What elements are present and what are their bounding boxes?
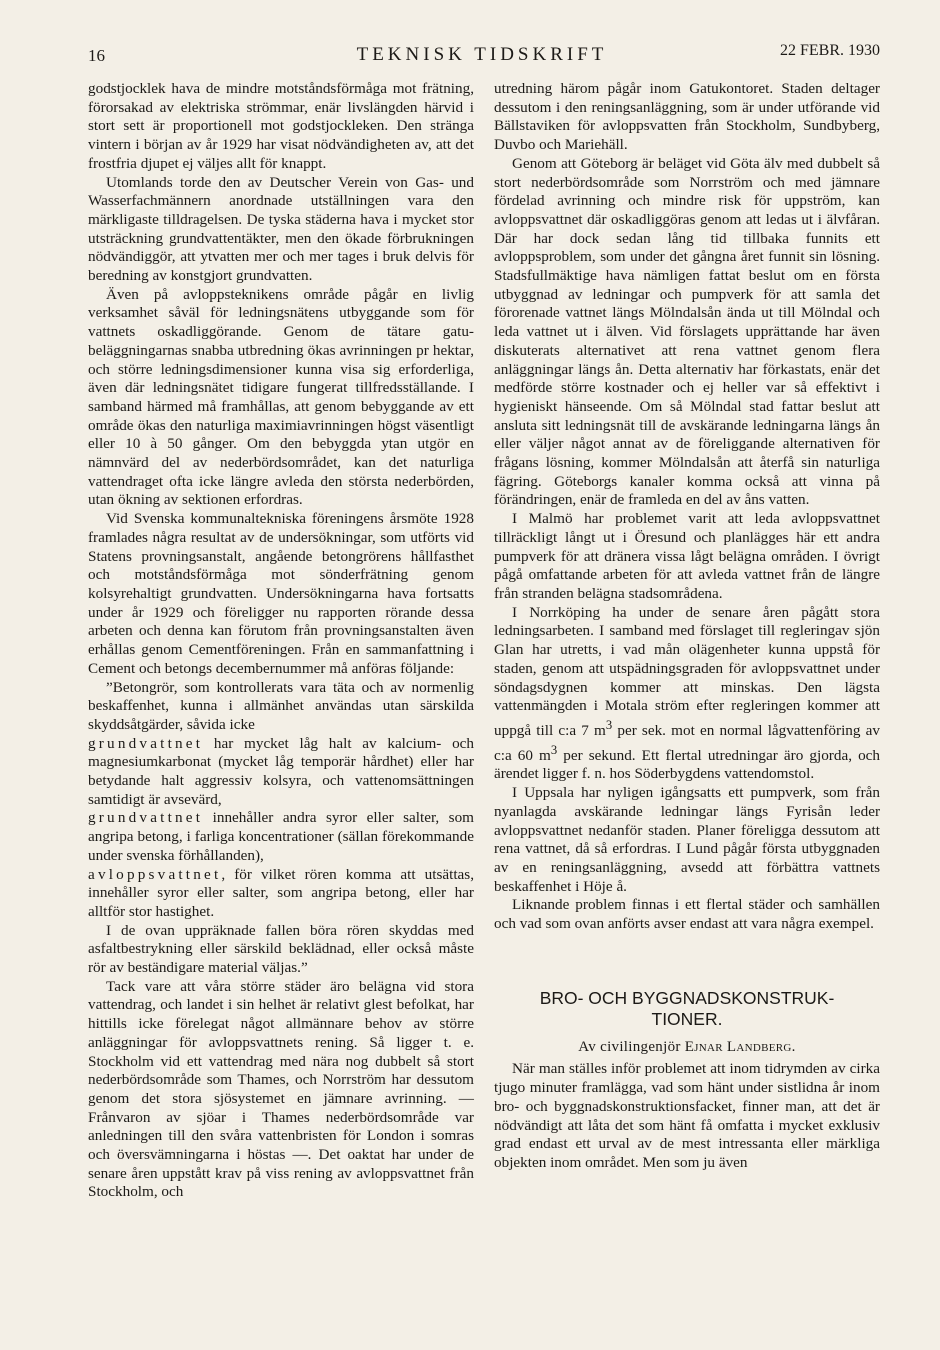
author-byline — [494, 1038, 880, 1057]
quote-paragraph — [88, 809, 474, 865]
paragraph: utredning härom pågår inom Gatukontoret. Staden deltager dessutom i den reningsanläggning, som är under utförande vid Bällstaviken för avloppsvatten från Stockholm, Sundbyberg, Duvbo och Mariehäll. — [494, 80, 880, 154]
paragraph: godstjocklek hava de mindre motståndsförmåga mot frätning, förorsakad av elektriska strömmar, enär livslängden härvid i stort sett är proportionell mot godstjockleken. Den stränga vintern i början av år 1929 har visat nödvändigheten av, att det frostfria djupet ej väljes allt för knappt. — [88, 80, 474, 172]
paragraph: I Malmö har problemet varit att leda avloppsvattnet tillräckligt långt ut i Öresund och planlägges här ett andra pumpverk för att dränera vissa lågt belägna områden. I övrigt pågå omfattande arbeten för att avleda vattnet från de längre från stranden belägna stadsområdena. — [494, 510, 880, 602]
issue-date: 22 FEBR. 1930 — [779, 42, 880, 59]
paragraph: När man ställes inför problemet att inom tidrymden av cirka tjugo minuter framlägga, vad som hänt under sistlidna år inom bro- och byggnadskonstruktionsfacket, finner man, att det är nödvändigt att låta det som hänt få omfatta i mycket exklusiv grad endast ett urval av de mest intressanta eller märkliga objekten inom området. Men som ju även — [494, 1060, 880, 1171]
right-column — [494, 80, 880, 1173]
superscript: 3 — [605, 717, 613, 732]
quote-paragraph: I de ovan uppräknade fallen böra rören skyddas med asfaltbestrykning eller särskild beklädnad, eller också måste rör av beständigare material väljas.” — [88, 921, 474, 977]
section-heading-line: BRO- OCH BYGGNADSKONSTRUK- — [539, 987, 835, 1008]
paragraph-text: per sekund. Ett flertal utredningar äro gjorda, och ärendet ligger f. n. hos Söderbygdens vattendomstol. — [494, 746, 880, 783]
paragraph: Liknande problem finnas i ett flertal städer och samhällen och vad som ovan anförts avser endast att vara några exempel. — [494, 896, 880, 933]
paragraph — [494, 604, 880, 784]
paragraph: Genom att Göteborg är beläget vid Göta älv med dubbelt så stort nederbördsområde som Norrström och med jämnare fördelad avrinning och mindre risk för uppström, kan avloppsvattnet där oskadliggöras genom att ledas ut i älvfåran. Där har dock sedan lång tid tillbaka funnits ett avloppsproblem, som under det gångna året funnit sin lösning. Stadsfullmäktige hava nämligen fattat beslut om en första utbyggnad av ledningar och pumpverk för att samla det förorenade vattnet längs Mölndalsån ända ut till Mölndal och leda vattnet ut i älven. Vid förslagets upprättande har även diskuterats alternativet att rena vattnet genom flera anläggningar längs ån. Detta alternativ har förkastats, enär det medförde större kostnader och ej heller var så effektivt i hygieniskt hänseende. Om så Mölndal stad fattar beslut att ansluta sitt ledningsnät till de avskärande ledningarna längs ån eller väljer något annat av de föreliggande alternativen för frågans lösning, kommer Mölndalsån att återfå sin naturliga fägring. Göteborgs kanaler komma också att vinna på förändringen, enär de framleda en del av åns vatten. — [494, 154, 880, 509]
page-header — [84, 40, 880, 70]
quote-paragraph — [88, 866, 474, 922]
quote-text: innehåller andra syror eller salter, som angripa betong, i farliga koncentrationer (sällan förekommande under svenska förhållanden), — [88, 809, 474, 864]
quote-text: , för vilket rören komma att utsättas, innehåller syror eller salter, som angripa betong, eller har alltför stor hastighet. — [88, 865, 474, 920]
spaced-term: avloppsvattnet — [88, 865, 222, 883]
spaced-term: grundvattnet — [88, 809, 204, 827]
paragraph: I Uppsala har nyligen igångsatts ett pumpverk, som från nyanlagda avskärande ledningar längs Fyrisån leder avloppsvattnet nedanför staden. Planer föreligga dessutom att rena vattnet, då så erfordras. I Lund pågår första utbyggnaden av en reningsanläggning, avsedd att förbättra vattnets beskaffenhet i Höje å. — [494, 784, 880, 895]
page-number: 16 — [88, 46, 105, 65]
paragraph: Även på avloppsteknikens område pågår en livlig verksamhet såväl för ledningsnätens utbyggande som för vattnets oskadliggörande. Genom de tätare gatu-beläggningarnas snabba utbredning ökas avrinningen pr hektar, och större ledningsdimensioner kunna visa sig erforderliga, även där ledningsnätet tidigare fungerat tillfredsställande. I samband härmed må framhållas, att genom bebyggande av ett område ökas den naturliga maximiavrinningen högst väsentligt eller 10 à 50 gånger. Om den bebyggda ytan utgör en nämnvärd del av nederbördsområdet, kan det naturliga vattendraget ofta icke längre avleda den största nederbörden, utan ökning av sektionen erfordras. — [88, 285, 474, 509]
paragraph-text: I Norrköping ha under de senare åren pågått stora ledningsarbeten. I samband med förslaget till regleringav sjön Glan har utretts, i vad mån olägenheter kunna uppstå för staden, genom att utspädningsgraden för avloppsvattnet under söndagsdygnen kommer att minskas. Den lägsta vattenmängden i Motala ström efter regleringen kommer att uppgå till c:a 7 m — [494, 603, 880, 739]
paragraph: Utomlands torde den av Deutscher Verein von Gas- und Wasserfachmännern anordnade utställningen vara den märkligaste tilldragelsen. De tyska städerna hava i mycket stor utsträckning grundvattentäkter, men den ökade förbrukningen nödvändiggör, att ytvatten mer och mer tages i bruk delvis för beredning av konstgjort grundvatten. — [88, 173, 474, 285]
byline-end: . — [791, 1038, 796, 1055]
paragraph: Tack vare att våra större städer äro belägna vid stora vattendrag, och landet i sin helhet är relativt glest befolkat, har hittills icke förelegat något allmännare behov av större anläggningar för avloppsvattnets rening. Så ligger t. e. Stockholm vid ett vattendrag med nära nog dubbelt så stort nederbördsområde som Thames, och Norrström har dessutom genom det stora sjösystemet en jämnare avrinning. — Frånvaron av sjöar i Thames nederbördsområde var anledningen till den svåra vattenbristen för London i somras och översvämningarna i höstas —. Det oaktat har under de senare åren uppstått krav på viss rening av avloppsvattnet från Stockholm, och — [88, 977, 474, 1201]
superscript: 3 — [550, 742, 558, 757]
left-column — [88, 80, 474, 1202]
quote-paragraph — [88, 735, 474, 810]
spaced-term: grundvattnet — [88, 734, 204, 752]
paragraph: Vid Svenska kommunaltekniska föreningens årsmöte 1928 framlades några resultat av de undersökningar, som utförts vid Statens provningsanstalt, angående betongrörens hållfasthet och motståndsförmåga mot sönderfrätning genom kolsyrehaltigt grundvatten. Undersökningarna hava fortsatts under år 1929 och föreligger nu rapporten rörande dessa arbeten och denna kan förutom från provningsanstalten även erhållas genom Cementföreningen. Från en sammanfattning i Cement och betongs decembernummer må anföras följande: — [88, 510, 474, 677]
paragraph-text: per sek. mot en normal lågvattenföring av c:a 60 m — [494, 721, 880, 764]
section-heading-line: TIONER. — [651, 1008, 723, 1029]
author-name: Ejnar Landberg — [684, 1038, 792, 1055]
quote-text: har mycket låg halt av kalcium- och magnesiumkarbonat (mycket låg temporär hårdhet) eller har betydande halt aggressiv kolsyra, och vattenomsättningen samtidigt är avsevärd, — [88, 734, 474, 808]
byline-prefix: Av civilingenjör — [578, 1038, 685, 1055]
journal-title: TEKNISK TIDSKRIFT — [356, 44, 608, 65]
quote-paragraph: ”Betongrör, som kontrollerats vara täta och av normenlig beskaffenhet, kunna i allmänhet användas utan särskilda skyddsåtgärder, såvida icke — [88, 678, 474, 733]
section-heading — [494, 988, 880, 1030]
